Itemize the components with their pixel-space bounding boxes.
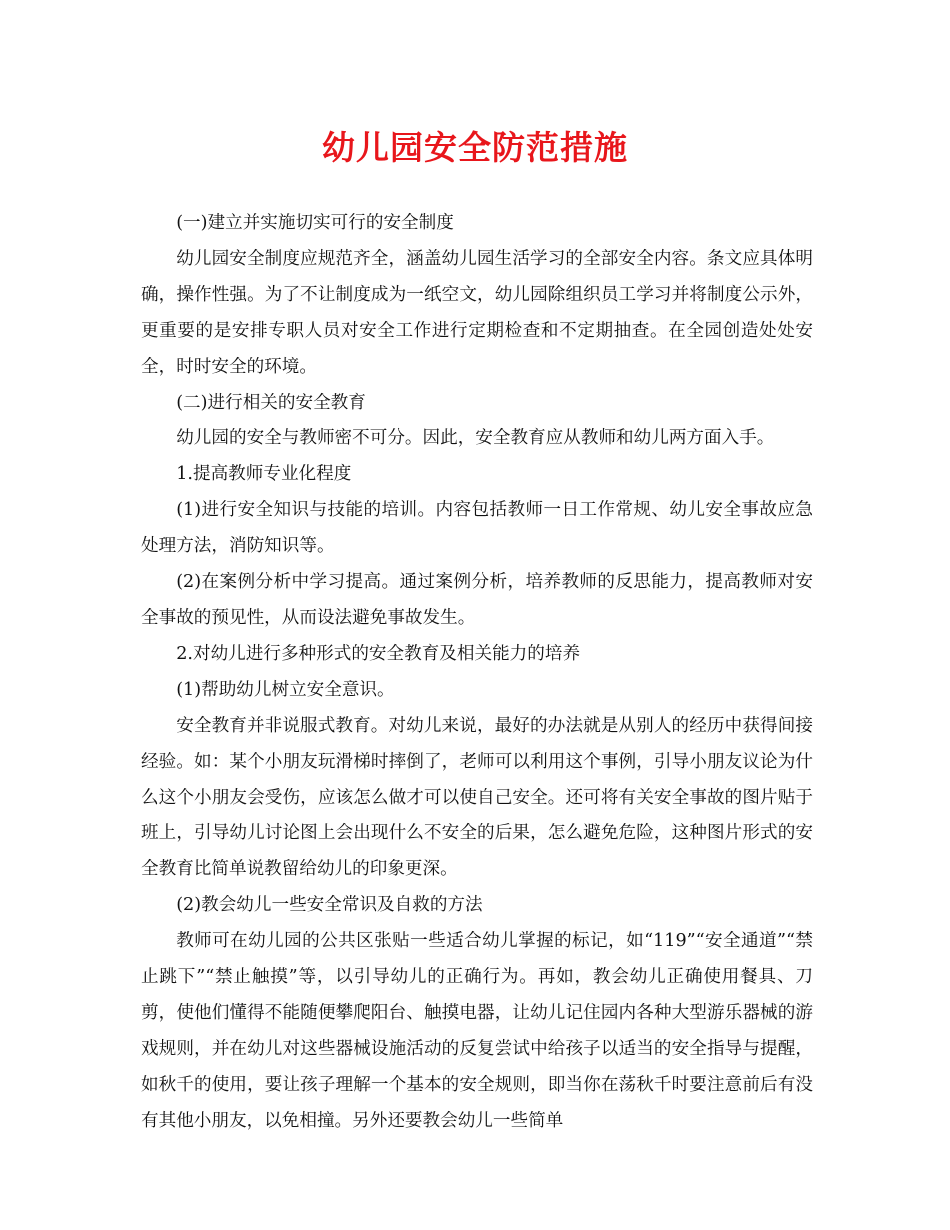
- section-heading-2: (二)进行相关的安全教育: [176, 392, 366, 413]
- list-item: (1)帮助幼儿树立安全意识。: [176, 679, 395, 700]
- document-title: 幼儿园安全防范措施: [322, 128, 628, 167]
- list-item: (2)教会幼儿一些安全常识及自救的方法: [176, 895, 483, 916]
- body-paragraph: 教师可在幼儿园的公共区张贴一些适合幼儿掌握的标记，如“119”“安全通道”“禁止跳下”“禁止触摸”等，以引导幼儿的正确行为。再如，教会幼儿正确使用餐具、刀剪，使他们懂得不能随便攀爬阳台、触摸电器，让幼儿记住园内各种大型游乐器械的游戏规则，并在幼儿对这些器械设施活动的反复尝试中给孩子以适当的安全指导与提醒，如秋千的使用，要让孩子理解一个基本的安全规则，即当你在荡秋千时要注意前后有没有其他小朋友，以免相撞。另外还要教会幼儿一些简单: [141, 931, 813, 1131]
- document-body: [141, 206, 813, 1140]
- subheading: 1.提高教师专业化程度: [176, 464, 352, 485]
- section-heading-1: (一)建立并实施切实可行的安全制度: [176, 213, 454, 233]
- body-paragraph: (2)在案例分析中学习提高。通过案例分析，培养教师的反思能力，提高教师对安全事故的预见性，从而设法避免事故发生。: [141, 572, 813, 628]
- body-paragraph: 幼儿园安全制度应规范齐全，涵盖幼儿园生活学习的全部安全内容。条文应具体明确，操作性强。为了不让制度成为一纸空文，幼儿园除组织员工学习并将制度公示外，更重要的是安排专职人员对安全工作进行定期检查和不定期抽查。在全园创造处处安全，时时安全的环境。: [141, 248, 813, 377]
- body-paragraph: 安全教育并非说服式教育。对幼儿来说，最好的办法就是从别人的经历中获得间接经验。如：某个小朋友玩滑梯时摔倒了，老师可以利用这个事例，引导小朋友议论为什么这个小朋友会受伤，应该怎么做才可以使自己安全。还可将有关安全事故的图片贴于班上，引导幼儿讨论图上会出现什么不安全的后果，怎么避免危险，这种图片形式的安全教育比简单说教留给幼儿的印象更深。: [141, 715, 813, 880]
- body-paragraph: (1)进行安全知识与技能的培训。内容包括教师一日工作常规、幼儿安全事故应急处理方法，消防知识等。: [141, 500, 813, 557]
- subheading: 2.对幼儿进行多种形式的安全教育及相关能力的培养: [176, 643, 581, 664]
- body-paragraph: 幼儿园的安全与教师密不可分。因此，安全教育应从教师和幼儿两方面入手。: [176, 428, 775, 449]
